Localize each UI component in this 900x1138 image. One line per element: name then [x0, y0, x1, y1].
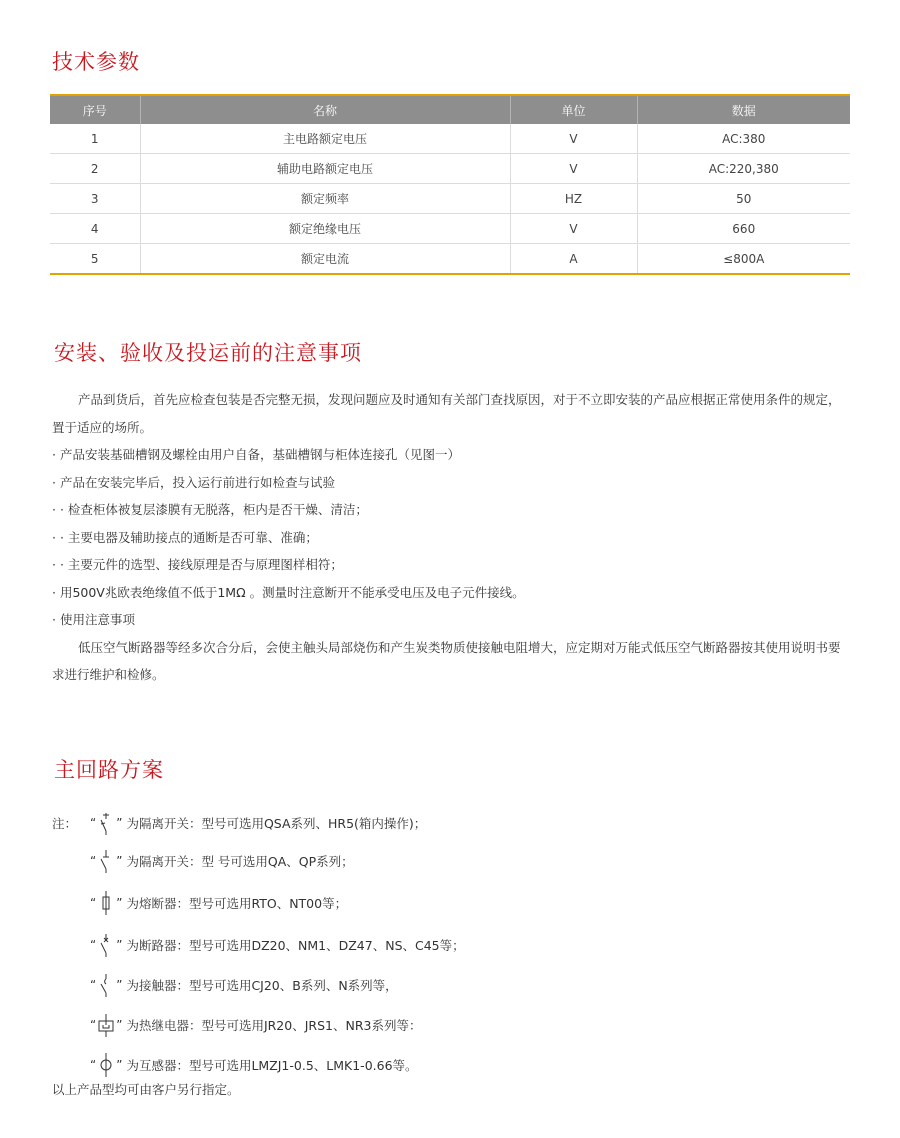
cell-unit: A [510, 244, 637, 275]
open-quote: “ [90, 896, 97, 910]
cell-unit: V [510, 214, 637, 244]
disconnect-switch-icon [96, 848, 116, 874]
scheme-item [52, 808, 426, 838]
open-quote: “ [90, 938, 97, 952]
scheme-item-text: 为热继电器：型号可选用JR20、JRS1、NR3系列等： [126, 1018, 422, 1033]
header-index: 序号 [50, 95, 140, 124]
cell-index: 2 [50, 154, 140, 184]
section-title-tech-params: 技术参数 [52, 50, 140, 74]
table-header-row [50, 95, 850, 124]
scheme-item [90, 1050, 418, 1080]
close-quote: ” [116, 896, 123, 910]
notes-item: · · 主要元件的选型、接线原理是否与原理图样相符； [52, 557, 343, 572]
note-prefix: 注： [52, 816, 78, 831]
circuit-breaker-icon [96, 932, 116, 958]
cell-unit: V [510, 154, 637, 184]
cell-value: AC:380 [637, 124, 850, 154]
section-title-main-circuit: 主回路方案 [54, 758, 164, 782]
cell-unit: V [510, 124, 637, 154]
header-unit: 单位 [510, 95, 637, 124]
close-quote: ” [116, 1018, 123, 1032]
section-title-install: 安装、验收及投运前的注意事项 [54, 341, 362, 365]
close-quote: ” [116, 816, 123, 830]
install-notes [52, 386, 852, 689]
open-quote: “ [90, 1058, 97, 1072]
table-row [50, 154, 850, 184]
notes-item: · 用500V兆欧表绝缘值不低于1MΩ 。测量时注意断开不能承受电压及电子元件接线。 [52, 584, 525, 600]
scheme-item-text: 为互感器：型号可选用LMZJ1-0.5、LMK1-0.66等。 [126, 1058, 418, 1073]
tech-params-table [50, 94, 850, 275]
header-value: 数据 [637, 95, 850, 124]
notes-item: · 产品安装基础槽钢及螺栓由用户自备，基础槽钢与柜体连接孔（见图一） [52, 447, 460, 462]
scheme-item-text: 为隔离开关：型号可选用QSA系列、HR5(箱内操作)； [126, 816, 427, 831]
cell-name: 辅助电路额定电压 [140, 154, 510, 184]
table-row [50, 124, 850, 154]
scheme-item [90, 1010, 421, 1040]
scheme-item-text: 为接触器：型号可选用CJ20、B系列、N系列等， [126, 978, 398, 993]
header-name: 名称 [140, 95, 510, 124]
scheme-footer: 以上产品型均可由客户另行指定。 [52, 1082, 240, 1097]
scheme-item [90, 930, 465, 960]
notes-item: · · 检查柜体被复层漆膜有无脱落，柜内是否干燥、清洁； [52, 502, 368, 517]
notes-intro: 产品到货后，首先应检查包装是否完整无损，发现问题应及时通知有关部门查找原因，对于不立即安装的产品应根据正常使用条件的规定，置于适应的场所。 [52, 392, 841, 435]
cell-name: 额定频率 [140, 184, 510, 214]
scheme-item-text: 为断路器：型号可选用DZ20、NM1、DZ47、NS、C45等； [126, 938, 465, 953]
table-row [50, 184, 850, 214]
close-quote: ” [116, 938, 123, 952]
scheme-item-text: 为熔断器：型号可选用RTO、NT00等； [126, 896, 348, 911]
cell-value: 660 [637, 214, 850, 244]
cell-index: 1 [50, 124, 140, 154]
cell-index: 3 [50, 184, 140, 214]
notes-item: · 产品在安装完毕后，投入运行前进行如检查与试验 [52, 474, 335, 490]
thermal-relay-icon [96, 1012, 116, 1038]
notes-usage: 低压空气断路器等经多次合分后，会使主触头局部烧伤和产生炭类物质使接触电阻增大，应定期对万能式低压空气断路器按其使用说明书要求进行维护和检修。 [52, 639, 841, 682]
cell-unit: HZ [510, 184, 637, 214]
isolating-switch-icon [96, 810, 116, 836]
table-row [50, 244, 850, 275]
open-quote: “ [90, 854, 97, 868]
contactor-icon [96, 972, 116, 998]
close-quote: ” [116, 1058, 123, 1072]
close-quote: ” [116, 978, 123, 992]
open-quote: “ [90, 978, 97, 992]
cell-name: 额定电流 [140, 244, 510, 275]
cell-index: 4 [50, 214, 140, 244]
scheme-item [90, 888, 347, 918]
close-quote: ” [116, 854, 123, 868]
notes-item: · 使用注意事项 [52, 612, 135, 627]
cell-index: 5 [50, 244, 140, 275]
fuse-icon [96, 890, 116, 916]
cell-value: 50 [637, 184, 850, 214]
cell-value: AC:220,380 [637, 154, 850, 184]
open-quote: “ [90, 1018, 97, 1032]
scheme-item [90, 846, 354, 876]
scheme-item [90, 970, 398, 1000]
scheme-item-text: 为隔离开关：型 号可选用QA、QP系列； [126, 854, 354, 869]
open-quote: “ [90, 816, 97, 830]
transformer-icon [96, 1052, 116, 1078]
table-row [50, 214, 850, 244]
cell-name: 额定绝缘电压 [140, 214, 510, 244]
cell-value: ≤800A [637, 244, 850, 275]
cell-name: 主电路额定电压 [140, 124, 510, 154]
notes-item: · · 主要电器及辅助接点的通断是否可靠、准确； [52, 529, 318, 545]
